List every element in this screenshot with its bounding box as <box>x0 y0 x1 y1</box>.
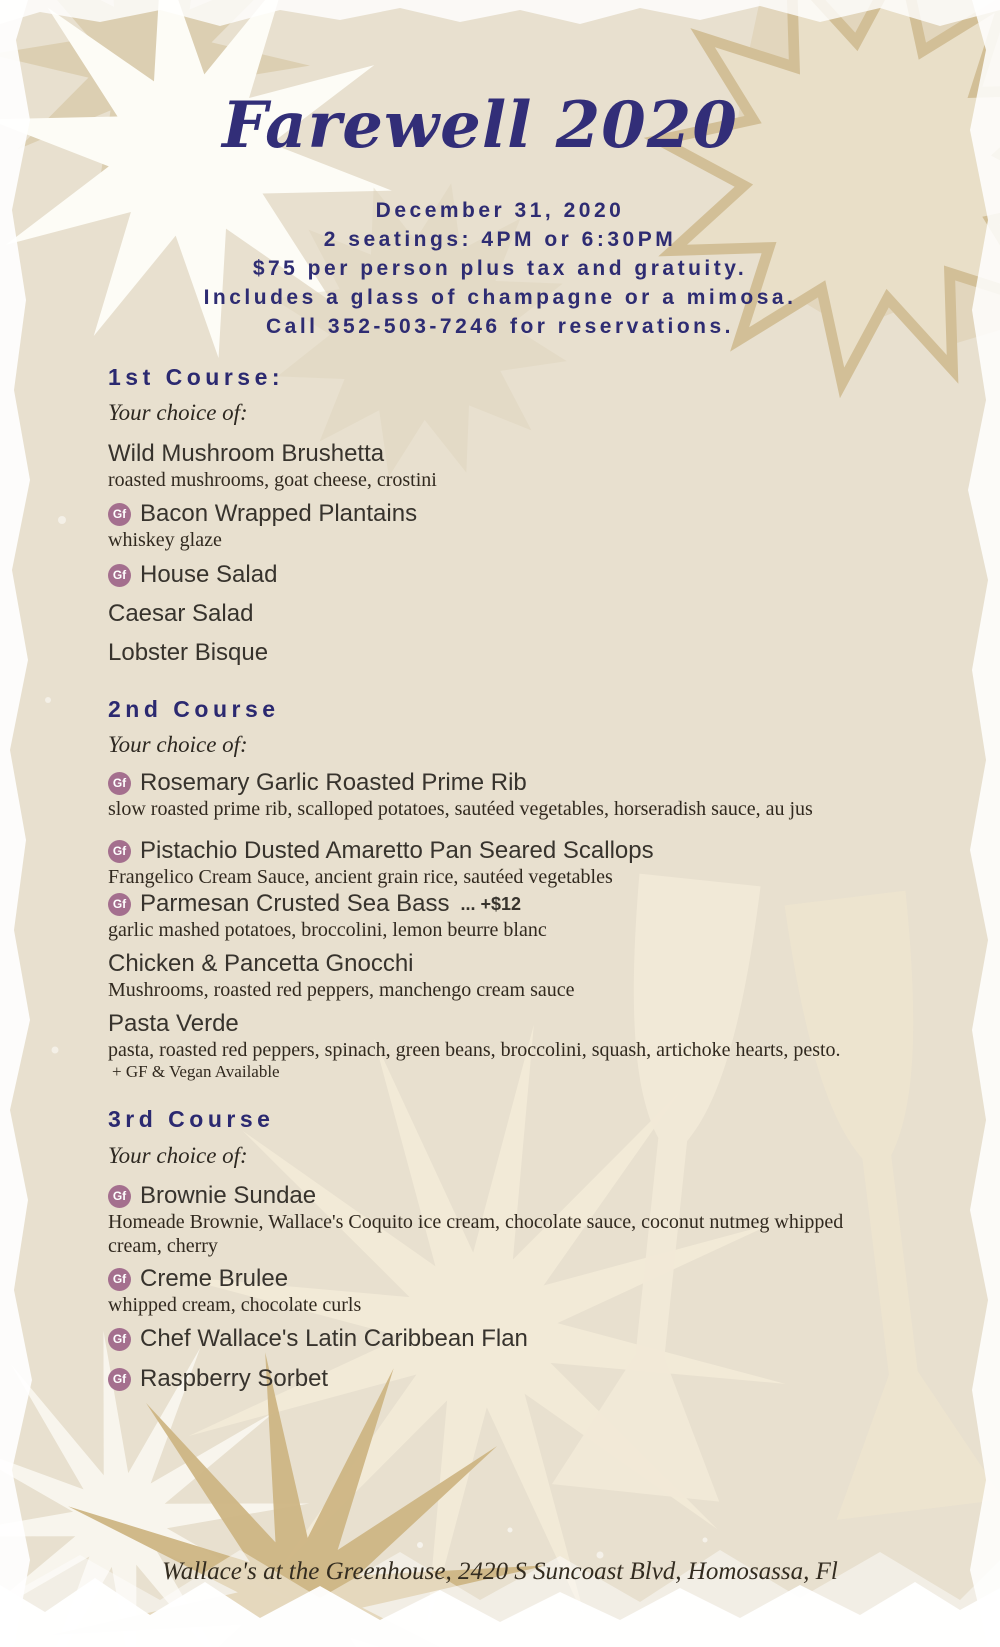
gluten-free-badge-icon: Gf <box>108 1185 131 1208</box>
menu-item-name <box>108 440 968 468</box>
menu-item-description: whiskey glaze <box>108 529 222 551</box>
menu-item-name <box>108 1325 968 1353</box>
item-price-suffix: ... +$12 <box>460 893 522 914</box>
menu-item-name <box>108 837 968 865</box>
info-line-date: December 31, 2020 <box>375 199 625 222</box>
menu-item-description: Homeade Brownie, Wallace's Coquito ice cream, chocolate sauce, coconut nutmeg whipped cream, cherry <box>108 1211 844 1257</box>
menu-item-note: + GF & Vegan Available <box>112 1062 280 1081</box>
menu-item-description: slow roasted prime rib, scalloped potatoes, sautéed vegetables, horseradish sauce, au jus <box>108 798 813 820</box>
menu-item-name <box>108 769 968 797</box>
menu-item-description: garlic mashed potatoes, broccolini, lemon beurre blanc <box>108 919 547 941</box>
menu-item-description: whipped cream, chocolate curls <box>108 1294 362 1316</box>
gluten-free-badge-icon: Gf <box>108 840 131 863</box>
item-label: Rosemary Garlic Roasted Prime Rib <box>140 769 527 796</box>
menu-item-description: pasta, roasted red peppers, spinach, green beans, broccolini, squash, artichoke hearts, pesto. <box>108 1039 841 1061</box>
menu-item-name <box>108 1365 968 1393</box>
course-1-heading: 1st Course: <box>108 364 285 390</box>
gluten-free-badge-icon: Gf <box>108 503 131 526</box>
course-3-choice-label: Your choice of: <box>108 1143 248 1168</box>
course-2-heading: 2nd Course <box>108 696 280 722</box>
item-label: Lobster Bisque <box>108 639 269 666</box>
course-1-choice-label: Your choice of: <box>108 400 248 425</box>
item-label: Pistachio Dusted Amaretto Pan Seared Scallops <box>140 837 654 864</box>
gluten-free-badge-icon: Gf <box>108 772 131 795</box>
menu-item-name <box>108 1182 968 1210</box>
item-label: Brownie Sundae <box>140 1182 317 1209</box>
info-line-price: $75 per person plus tax and gratuity. <box>252 257 748 280</box>
gluten-free-badge-icon: Gf <box>108 893 131 916</box>
course-3-heading: 3rd Course <box>108 1106 275 1132</box>
gluten-free-badge-icon: Gf <box>108 1368 131 1391</box>
menu-item-name <box>108 1265 968 1293</box>
menu-item-name <box>108 1010 968 1038</box>
item-label: Bacon Wrapped Plantains <box>140 500 418 527</box>
item-label: Caesar Salad <box>108 600 254 627</box>
menu-title: Farewell 2020 <box>222 88 738 163</box>
item-label: House Salad <box>140 561 278 588</box>
item-label: Chicken & Pancetta Gnocchi <box>108 950 414 977</box>
menu-item-name <box>108 950 968 978</box>
menu-item-description: Frangelico Cream Sauce, ancient grain rice, sautéed vegetables <box>108 866 613 888</box>
menu-item-name <box>108 500 968 528</box>
gluten-free-badge-icon: Gf <box>108 564 131 587</box>
info-line-includes: Includes a glass of champagne or a mimosa. <box>203 286 797 309</box>
menu-item-name <box>108 561 968 589</box>
info-line-phone: Call 352-503-7246 for reservations. <box>265 315 735 338</box>
event-info <box>0 196 1000 341</box>
menu-item-description: Mushrooms, roasted red peppers, manchengo cream sauce <box>108 979 575 1001</box>
restaurant-address: Wallace's at the Greenhouse, 2420 S Suncoast Blvd, Homosassa, Fl <box>162 1558 838 1585</box>
course-2-choice-label: Your choice of: <box>108 732 248 757</box>
item-label: Wild Mushroom Brushetta <box>108 440 385 467</box>
gluten-free-badge-icon: Gf <box>108 1268 131 1291</box>
item-label: Chef Wallace's Latin Caribbean Flan <box>140 1325 528 1352</box>
item-label: Raspberry Sorbet <box>140 1365 329 1392</box>
gluten-free-badge-icon: Gf <box>108 1328 131 1351</box>
item-label: Parmesan Crusted Sea Bass <box>140 890 450 917</box>
item-label: Pasta Verde <box>108 1010 239 1037</box>
menu-item-description: roasted mushrooms, goat cheese, crostini <box>108 469 437 491</box>
menu-item-name <box>108 890 968 918</box>
item-label: Creme Brulee <box>140 1265 289 1292</box>
info-line-seatings: 2 seatings: 4PM or 6:30PM <box>323 228 677 251</box>
menu-item-name <box>108 639 968 667</box>
menu-item-name <box>108 600 968 628</box>
